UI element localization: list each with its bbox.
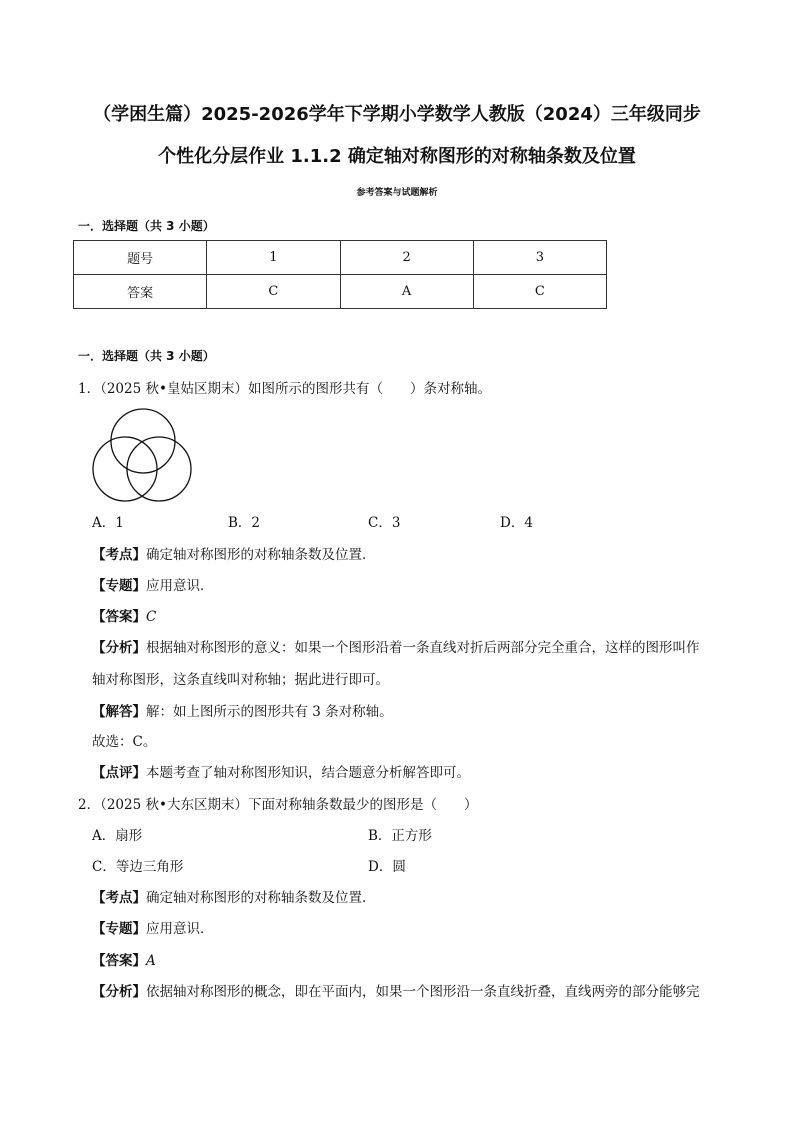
table-cell: 1 bbox=[207, 241, 340, 275]
table-cell: C bbox=[207, 275, 340, 309]
q1-kaodian bbox=[92, 549, 376, 563]
q1-jieda bbox=[92, 706, 393, 720]
q1-option-b: B．2 bbox=[228, 515, 261, 531]
table-row bbox=[74, 275, 607, 309]
table-cell: 3 bbox=[473, 241, 606, 275]
q2-option-d: D．圆 bbox=[368, 859, 406, 875]
title-line-2: 个性化分层作业 1.1.2 确定轴对称图形的对称轴条数及位置 bbox=[158, 146, 636, 167]
table-row bbox=[74, 241, 607, 275]
table-cell: 2 bbox=[340, 241, 473, 275]
table-cell: A bbox=[340, 275, 473, 309]
fenxi-tag: 【分析】 bbox=[92, 640, 146, 656]
jieda-tag: 【解答】 bbox=[92, 704, 146, 720]
zhuanti-tag: 【专题】 bbox=[92, 921, 146, 937]
kaodian-text: 确定轴对称图形的对称轴条数及位置． bbox=[146, 890, 376, 906]
q1-dianping bbox=[92, 767, 470, 781]
q2-option-a: A．扇形 bbox=[92, 828, 143, 844]
fenxi-text: 依据轴对称图形的概念，即在平面内，如果一个图形沿一条直线折叠，直线两旁的部分能够完 bbox=[146, 984, 700, 1000]
daan-tag: 【答案】 bbox=[92, 953, 146, 969]
q2-zhuanti bbox=[92, 923, 214, 937]
zhuanti-text: 应用意识． bbox=[146, 578, 214, 594]
table-cell: 题号 bbox=[74, 241, 207, 275]
subtitle: 参考答案与试题解析 bbox=[356, 188, 438, 198]
q1-fenxi-line-2: 轴对称图形，这条直线叫对称轴；据此进行即可。 bbox=[92, 672, 389, 688]
table-cell: 答案 bbox=[74, 275, 207, 309]
q2-daan bbox=[92, 955, 156, 969]
kaodian-text: 确定轴对称图形的对称轴条数及位置． bbox=[146, 547, 376, 563]
q2-option-c: C．等边三角形 bbox=[92, 859, 184, 875]
zhuanti-tag: 【专题】 bbox=[92, 578, 146, 594]
q2-stem: 2．（2025 秋•大东区期末）下面对称轴条数最少的图形是（ ） bbox=[78, 797, 478, 813]
kaodian-tag: 【考点】 bbox=[92, 547, 146, 563]
zhuanti-text: 应用意识． bbox=[146, 921, 214, 937]
jieda-text: 解：如上图所示的图形共有 3 条对称轴。 bbox=[146, 704, 393, 720]
q1-zhuanti bbox=[92, 580, 214, 594]
answer-table bbox=[73, 240, 607, 309]
dianping-tag: 【点评】 bbox=[92, 765, 146, 781]
daan-text: C bbox=[146, 609, 157, 625]
q1-daan bbox=[92, 611, 156, 625]
fenxi-tag: 【分析】 bbox=[92, 984, 146, 1000]
q1-guxuan: 故选：C。 bbox=[92, 734, 157, 750]
q2-option-b: B．正方形 bbox=[368, 828, 432, 844]
q1-option-c: C．3 bbox=[368, 515, 401, 531]
q2-fenxi-line-1 bbox=[92, 986, 700, 1000]
kaodian-tag: 【考点】 bbox=[92, 890, 146, 906]
daan-text: A bbox=[146, 953, 156, 969]
three-circles-figure bbox=[92, 408, 194, 504]
q1-option-d: D．4 bbox=[500, 515, 533, 531]
daan-tag: 【答案】 bbox=[92, 609, 146, 625]
dianping-text: 本题考查了轴对称图形知识，结合题意分析解答即可。 bbox=[146, 765, 470, 781]
fenxi-text: 根据轴对称图形的意义：如果一个图形沿着一条直线对折后两部分完全重合，这样的图形叫作 bbox=[146, 640, 700, 656]
q2-kaodian bbox=[92, 892, 376, 906]
q1-stem: 1．（2025 秋•皇姑区期末）如图所示的图形共有（ ）条对称轴。 bbox=[78, 381, 491, 397]
q1-fenxi-line-1 bbox=[92, 642, 700, 656]
section-heading-2: 一．选择题（共 3 小题） bbox=[78, 349, 215, 363]
q1-option-a: A．1 bbox=[92, 515, 124, 531]
title-line-1: （学困生篇）2025-2026学年下学期小学数学人教版（2024）三年级同步 bbox=[93, 104, 701, 125]
section-heading-1: 一．选择题（共 3 小题） bbox=[78, 219, 215, 233]
table-cell: C bbox=[473, 275, 606, 309]
